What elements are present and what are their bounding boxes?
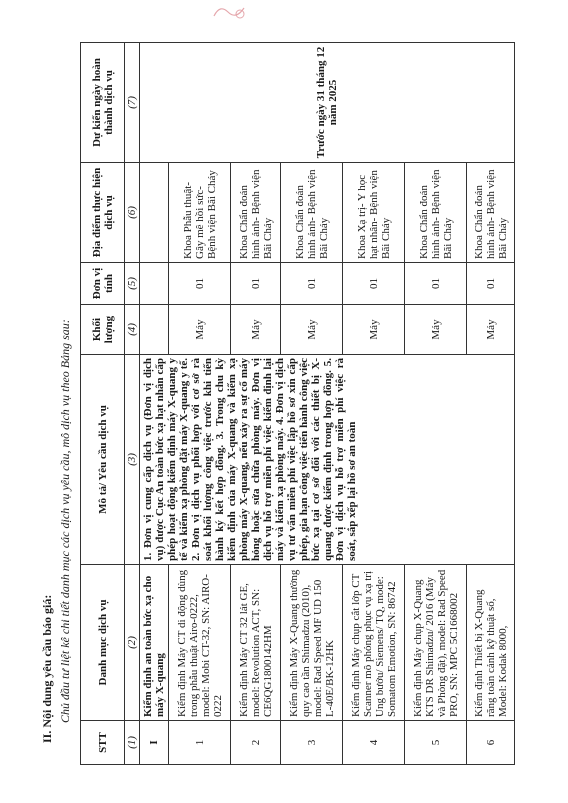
header-service-name: Danh mục dịch vụ (81, 565, 125, 721)
col-index-3: (3) (125, 355, 140, 565)
row-quantity: Máy (467, 305, 515, 355)
row-quantity: Máy (231, 305, 281, 355)
row-stt: 5 (405, 721, 467, 765)
row-stt: 1 (169, 721, 231, 765)
service-description: 1. Đơn vị cung cấp dịch vụ (Đơn vị dịch vụ) được Cục An toàn bức xạ hạt nhân cấp phép hoạt động kiểm định máy X-quang y tế và kiểm xạ phòng đặt máy X-quang y tế. 2. Đơn vị dịch vụ phối hợp với cơ sở rà soát khối lượng công việc trước khi tiến hành ký kết hợp đồng. 3. Trong chu kỳ kiểm định của máy X-quang và kiểm xạ phòng máy X-quang, nếu xảy ra sự cố máy hỏng hoặc sửa chữa phòng máy. Đơn vị dịch vụ hỗ trợ miễn phí việc kiểm định lại máy và kiểm xạ phòng máy. 4. Đơn vị dịch vụ tư vấn miễn phí việc lập hồ sơ xin cấp phép, gia hạn công việc tiến hành công việc bức xạ tại cơ sở đối với các thiết bị X-quang được kiểm định trong hợp đồng. 5. Đơn vị dịch vụ hỗ trợ miễn phí việc rà soát, sắp xếp lại hồ sơ an toàn (140, 355, 515, 565)
header-place: Địa điểm thực hiện dịch vụ (81, 163, 125, 263)
row-unit: 01 (231, 263, 281, 305)
row-unit: 01 (281, 263, 343, 305)
row-stt: 6 (467, 721, 515, 765)
column-index-row (125, 43, 140, 765)
table-group-row (140, 43, 169, 765)
row-place: Khoa Chẩn đoán hình ảnh- Bệnh viện Bãi Cháy (231, 163, 281, 263)
row-stt: 2 (231, 721, 281, 765)
row-quantity: Máy (281, 305, 343, 355)
table-header-row (81, 43, 125, 765)
row-service-name: Kiểm định Máy chụp cắt lớp CT Scanner mô phỏng phục vụ xạ trị Ung bướu/ Siemens/ TQ, mode: Somatom Emotion, SN: 86742 (343, 565, 405, 721)
row-quantity: Máy (169, 305, 231, 355)
row-place: Khoa Chẩn đoán hình ảnh- Bệnh viện Bãi Cháy (281, 163, 343, 263)
row-place: Khoa Chẩn đoán hình ảnh- Bệnh viện Bãi Cháy (467, 163, 515, 263)
intro-text: Chủ đầu tư liệt kê chi tiết danh mục các dịch vụ yêu cầu, mô dịch vụ theo Bảng sau: (58, 319, 72, 723)
group-name: Kiểm định an toàn bức xạ cho máy X-quang (140, 565, 169, 721)
row-quantity: Máy (405, 305, 467, 355)
col-index-1: (1) (125, 721, 140, 765)
col-index-6: (6) (125, 163, 140, 263)
row-unit: 01 (405, 263, 467, 305)
service-table (80, 42, 515, 765)
row-service-name: Kiểm định Máy CT 32 lát GE, model: Revolution ACT, SN: CE6QG1800142HM (231, 565, 281, 721)
header-unit: Đơn vị tính (81, 263, 125, 305)
row-unit: 01 (467, 263, 515, 305)
row-service-name: Kiểm định Máy CT di động dùng trong phẫu thuật Airo-0222, model: Mobi CT-32, SN: AIRO-0222 (169, 565, 231, 721)
row-place: Khoa Xạ trị- Y học hạt nhân- Bệnh viện Bãi Cháy (343, 163, 405, 263)
row-quantity: Máy (343, 305, 405, 355)
group-stt: I (140, 721, 169, 765)
col-index-4: (4) (125, 305, 140, 355)
header-description: Mô tả/ Yêu cầu dịch vụ (81, 355, 125, 565)
col-index-2: (2) (125, 565, 140, 721)
row-stt: 4 (343, 721, 405, 765)
col-index-7: (7) (125, 43, 140, 163)
row-service-name: Kiểm định Máy X-Quang thường quy cao tần Shimadzu (2010), model: Rad Speed MF UD 150 L-40E/BK-12HK (281, 565, 343, 721)
row-place: Khoa Chẩn đoán hình ảnh- Bệnh viện Bãi Cháy (405, 163, 467, 263)
row-place: Khoa Phẫu thuật-Gây mê hồi sức-Bệnh viện Bãi Cháy (169, 163, 231, 263)
header-stt: STT (81, 721, 125, 765)
row-service-name: Kiểm định Máy chụp X-Quang KTS DR Shimadzu/ 2016 (Máy và Phòng đặt), model: Rad Speed PRO, SN: MPC 5C1668002 (405, 565, 467, 721)
row-stt: 3 (281, 721, 343, 765)
row-service-name: Kiểm định Thiết bị X-Quang răng toàn cảnh kỹ thuật số, Model: Kodak 8000, (467, 565, 515, 721)
row-unit: 01 (169, 263, 231, 305)
header-quantity: Khối lượng (81, 305, 125, 355)
completion-date: Trước ngày 31 tháng 12 năm 2025 (140, 43, 515, 163)
col-index-5: (5) (125, 263, 140, 305)
header-completion: Dự kiến ngày hoàn thành dịch vụ (81, 43, 125, 163)
section-heading: II. Nội dung yêu cầu báo giá: (40, 594, 54, 743)
row-unit: 01 (343, 263, 405, 305)
